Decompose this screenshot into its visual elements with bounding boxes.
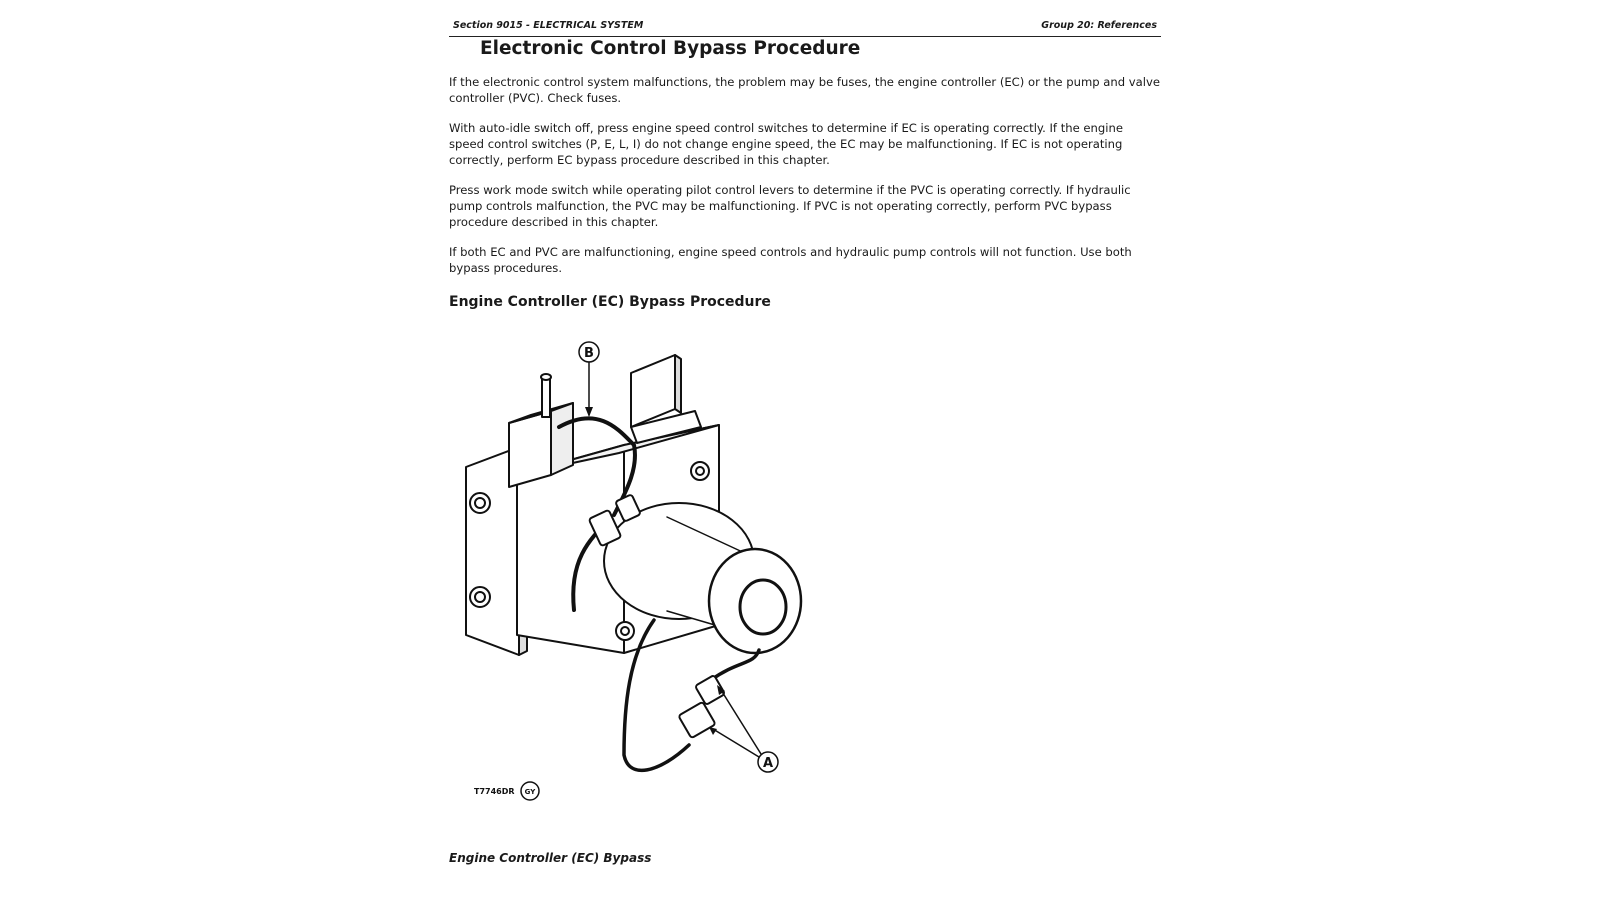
figure xyxy=(449,335,849,825)
page-header xyxy=(449,20,1161,37)
callout-a-label: A xyxy=(762,756,774,771)
section-label: Section 9015 - ELECTRICAL SYSTEM xyxy=(453,20,644,31)
figure-id: T7746DR xyxy=(474,787,515,796)
paragraph-1: If the electronic control system malfunctions, the problem may be fuses, the engine controller (EC) or the pump and valve controller (PVC). Check fuses. xyxy=(449,75,1160,106)
paragraph-3: Press work mode switch while operating pilot control levers to determine if the PVC is operating correctly. If hydraulic pump controls malfunction, the PVC may be malfunctioning. If PVC is not operating correctly, perform PVC bypass procedure described in this chapter. xyxy=(449,183,1131,230)
section-subheading: Engine Controller (EC) Bypass Procedure xyxy=(449,294,771,310)
paragraph-2: With auto-idle switch off, press engine speed control switches to determine if EC is operating correctly. If the engine speed control switches (P, E, L, I) do not change engine speed, the EC may be malfunctioning. If EC is not operating correctly, perform EC bypass procedure described in this chapter. xyxy=(449,121,1123,168)
paragraph-4: If both EC and PVC are malfunctioning, engine speed controls and hydraulic pump controls will not function. Use both bypass procedures. xyxy=(449,245,1132,276)
figure-caption: Engine Controller (EC) Bypass xyxy=(449,851,652,865)
actuator-illustration xyxy=(449,335,849,825)
figure-mark: GY xyxy=(524,788,536,796)
page-title: Electronic Control Bypass Procedure xyxy=(480,38,861,59)
group-label: Group 20: References xyxy=(1041,20,1157,31)
document-page xyxy=(449,0,1161,899)
callout-b-label: B xyxy=(584,346,594,361)
